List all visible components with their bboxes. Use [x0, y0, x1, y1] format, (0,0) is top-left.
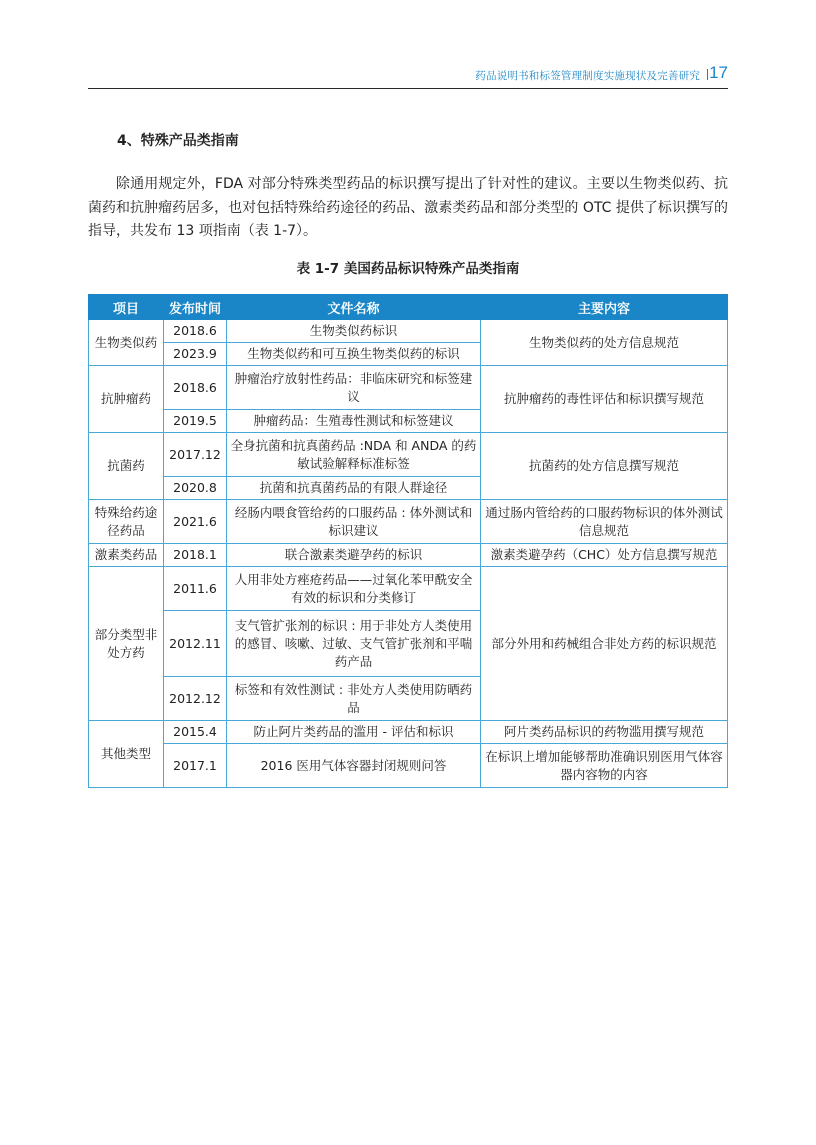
content-cell: 抗菌药的处方信息撰写规范 [481, 433, 728, 500]
category-cell: 抗菌药 [89, 433, 164, 500]
table-row [89, 721, 728, 744]
document-cell: 2016 医用气体容器封闭规则问答 [227, 744, 481, 788]
content-cell: 生物类似药的处方信息规范 [481, 320, 728, 366]
document-cell: 生物类似药标识 [227, 320, 481, 343]
category-cell: 抗肿瘤药 [89, 366, 164, 433]
table-row [89, 366, 728, 410]
date-cell: 2019.5 [164, 410, 227, 433]
category-cell: 特殊给药途径药品 [89, 500, 164, 544]
header-cell-content: 主要内容 [481, 295, 728, 320]
category-cell: 激素类药品 [89, 544, 164, 567]
date-cell: 2020.8 [164, 477, 227, 500]
table-row [89, 544, 728, 567]
date-cell: 2018.6 [164, 366, 227, 410]
header-cell-date: 发布时间 [164, 295, 227, 320]
table-row [89, 744, 728, 788]
table-row [89, 320, 728, 343]
date-cell: 2011.6 [164, 567, 227, 611]
date-cell: 2023.9 [164, 343, 227, 366]
document-cell: 生物类似药和可互换生物类似药的标识 [227, 343, 481, 366]
document-cell: 支气管扩张剂的标识 : 用于非处方人类使用的感冒、咳嗽、过敏、支气管扩张剂和平喘药产品 [227, 611, 481, 677]
date-cell: 2018.1 [164, 544, 227, 567]
category-cell: 生物类似药 [89, 320, 164, 366]
content-cell: 部分外用和药械组合非处方药的标识规范 [481, 567, 728, 721]
date-cell: 2015.4 [164, 721, 227, 744]
content-cell: 通过肠内管给药的口服药物标识的体外测试信息规范 [481, 500, 728, 544]
document-cell: 联合激素类避孕药的标识 [227, 544, 481, 567]
section-heading: 4、特殊产品类指南 [117, 133, 239, 149]
document-cell: 全身抗菌和抗真菌药品 :NDA 和 ANDA 的药敏试验解释标准标签 [227, 433, 481, 477]
page-header [88, 64, 728, 89]
date-cell: 2017.12 [164, 433, 227, 477]
table-row [89, 433, 728, 477]
document-cell: 抗菌和抗真菌药品的有限人群途径 [227, 477, 481, 500]
table-header-row [89, 295, 728, 320]
content-cell: 阿片类药品标识的药物滥用撰写规范 [481, 721, 728, 744]
guidance-table [88, 294, 728, 788]
page-number: 17 [709, 63, 728, 82]
category-cell: 部分类型非处方药 [89, 567, 164, 721]
date-cell: 2018.6 [164, 320, 227, 343]
content-cell: 抗肿瘤药的毒性评估和标识撰写规范 [481, 366, 728, 433]
document-cell: 经肠内喂食管给药的口服药品 : 体外测试和标识建议 [227, 500, 481, 544]
document-cell: 肿瘤治疗放射性药品：非临床研究和标签建议 [227, 366, 481, 410]
running-title: 药品说明书和标签管理制度实施现状及完善研究 [475, 70, 700, 82]
header-cell-document: 文件名称 [227, 295, 481, 320]
table-row [89, 500, 728, 544]
content-cell: 激素类避孕药（CHC）处方信息撰写规范 [481, 544, 728, 567]
date-cell: 2021.6 [164, 500, 227, 544]
body-paragraph: 除通用规定外，FDA 对部分特殊类型药品的标识撰写提出了针对性的建议。主要以生物类似药、抗菌药和抗肿瘤药居多，也对包括特殊给药途径的药品、激素类药品和部分类型的 OTC 提供了标识撰写的指导，共发布 13 项指南（表 1-7）。 [88, 176, 728, 239]
document-cell: 肿瘤药品：生殖毒性测试和标签建议 [227, 410, 481, 433]
header-cell-category: 项目 [89, 295, 164, 320]
table-row [89, 567, 728, 611]
document-cell: 标签和有效性测试 : 非处方人类使用防晒药品 [227, 677, 481, 721]
header-separator [707, 69, 708, 80]
category-cell: 其他类型 [89, 721, 164, 788]
table-caption: 表 1-7 美国药品标识特殊产品类指南 [296, 261, 520, 277]
date-cell: 2012.12 [164, 677, 227, 721]
document-cell: 防止阿片类药品的滥用 - 评估和标识 [227, 721, 481, 744]
document-cell: 人用非处方痤疮药品——过氧化苯甲酰安全有效的标识和分类修订 [227, 567, 481, 611]
date-cell: 2012.11 [164, 611, 227, 677]
content-cell: 在标识上增加能够帮助准确识别医用气体容器内容物的内容 [481, 744, 728, 788]
date-cell: 2017.1 [164, 744, 227, 788]
